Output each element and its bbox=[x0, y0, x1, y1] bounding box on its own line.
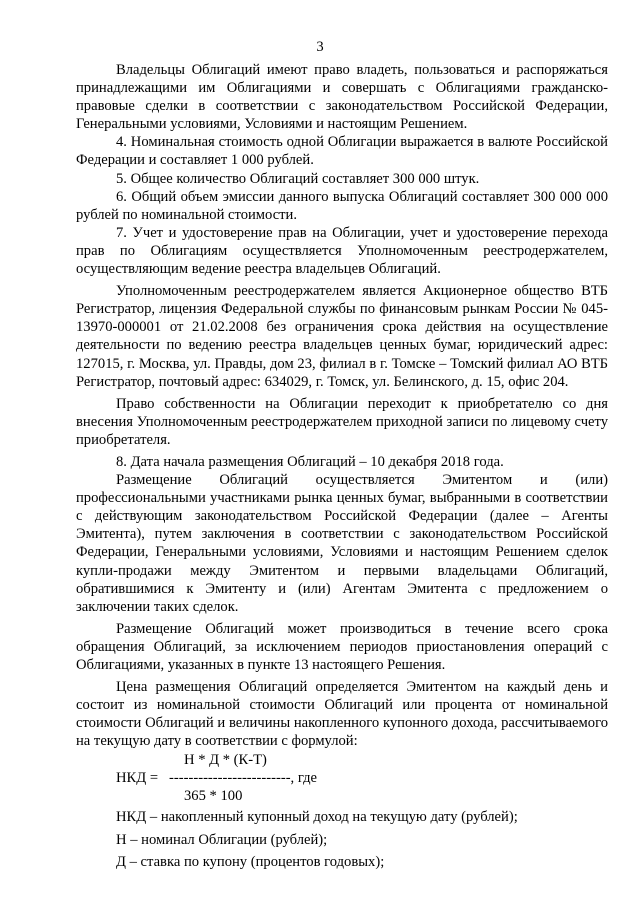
formula-main-line: НКД = -------------------------, где bbox=[116, 770, 318, 787]
paragraph-ownership-transfer: Право собственности на Облигации переходит к приобретателю со дня внесения Уполномоченным реестродержателем приходной записи по лицевому счету приобретателя. bbox=[76, 395, 608, 448]
paragraph-nominal-value: 4. Номинальная стоимость одной Облигации выражается в валюте Российской Федерации и составляет 1 000 рублей. bbox=[76, 134, 608, 169]
formula-denominator: 365 * 100 bbox=[184, 788, 243, 805]
paragraph-placement-period: Размещение Облигаций может производиться в течение всего срока обращения Облигаций, за исключением периодов приостановления операций с Облигациями, указанных в пункте 13 настоящего Решения. bbox=[76, 620, 608, 673]
paragraph-rights-accounting: 7. Учет и удостоверение прав на Облигации, учет и удостоверение перехода прав по Облигациям осуществляется Уполномоченным реестродержателем, осуществляющим ведение реестра владельцев Облигаций. bbox=[76, 224, 608, 278]
formula-numerator: Н * Д * (К-Т) bbox=[184, 752, 267, 769]
definition-nominal: Н – номинал Облигации (рублей); bbox=[116, 831, 328, 848]
definition-coupon-rate: Д – ставка по купону (процентов годовых); bbox=[116, 853, 385, 870]
paragraph-quantity: 5. Общее количество Облигаций составляет 300 000 штук. bbox=[116, 170, 480, 187]
paragraph-placement-price: Цена размещения Облигаций определяется Эмитентом на каждый день и состоит из номинальной стоимости Облигаций или процента от номинальной стоимости Облигаций и величины накопленного купонного дохода, рассчитываемого на текущую дату в соответствии с формулой: bbox=[76, 679, 608, 750]
paragraph-owners-rights: Владельцы Облигаций имеют право владеть, пользоваться и распоряжаться принадлежащими им Облигациями и совершать с Облигациями гражданско-правовые сделки в соответствии с законодательством Российской Федерации, Генеральными условиями, Условиями и настоящим Решением. bbox=[76, 62, 608, 133]
page-number: 3 bbox=[316, 39, 324, 55]
definition-nkd: НКД – накопленный купонный доход на текущую дату (рублей); bbox=[116, 809, 518, 826]
nkd-formula bbox=[76, 751, 608, 805]
paragraph-issue-volume: 6. Общий объем эмиссии данного выпуска Облигаций составляет 300 000 000 рублей по номинальной стоимости. bbox=[76, 188, 608, 223]
document-body bbox=[76, 61, 608, 871]
paragraph-placement-method: Размещение Облигаций осуществляется Эмитентом и (или) профессиональными участниками рынка ценных бумаг, выбранными в соответствии с действующим законодательством Российской Федерации (далее – Агенты Эмитента), путем заключения в соответствии с законодательством Российской Федерации, Генеральными условиями, Условиями и настоящим Решением сделок купли-продажи между Эмитентом и первыми владельцами Облигаций, обратившимися к Эмитенту и (или) Агентам Эмитента с предложением о заключении таких сделок. bbox=[76, 472, 608, 615]
paragraph-placement-date: 8. Дата начала размещения Облигаций – 10 декабря 2018 года. bbox=[116, 453, 504, 470]
paragraph-registrar: Уполномоченным реестродержателем является Акционерное общество ВТБ Регистратор, лицензия Федеральной службы по финансовым рынкам России № 045-13970-000001 от 21.02.2008 без ограничения срока действия на осуществление деятельности по ведению реестра владельцев ценных бумаг, юридический адрес: 127015, г. Москва, ул. Правды, дом 23, филиал в г. Томске – Томский филиал АО ВТБ Регистратор, почтовый адрес: 634029, г. Томск, ул. Белинского, д. 15, офис 204. bbox=[76, 283, 608, 390]
